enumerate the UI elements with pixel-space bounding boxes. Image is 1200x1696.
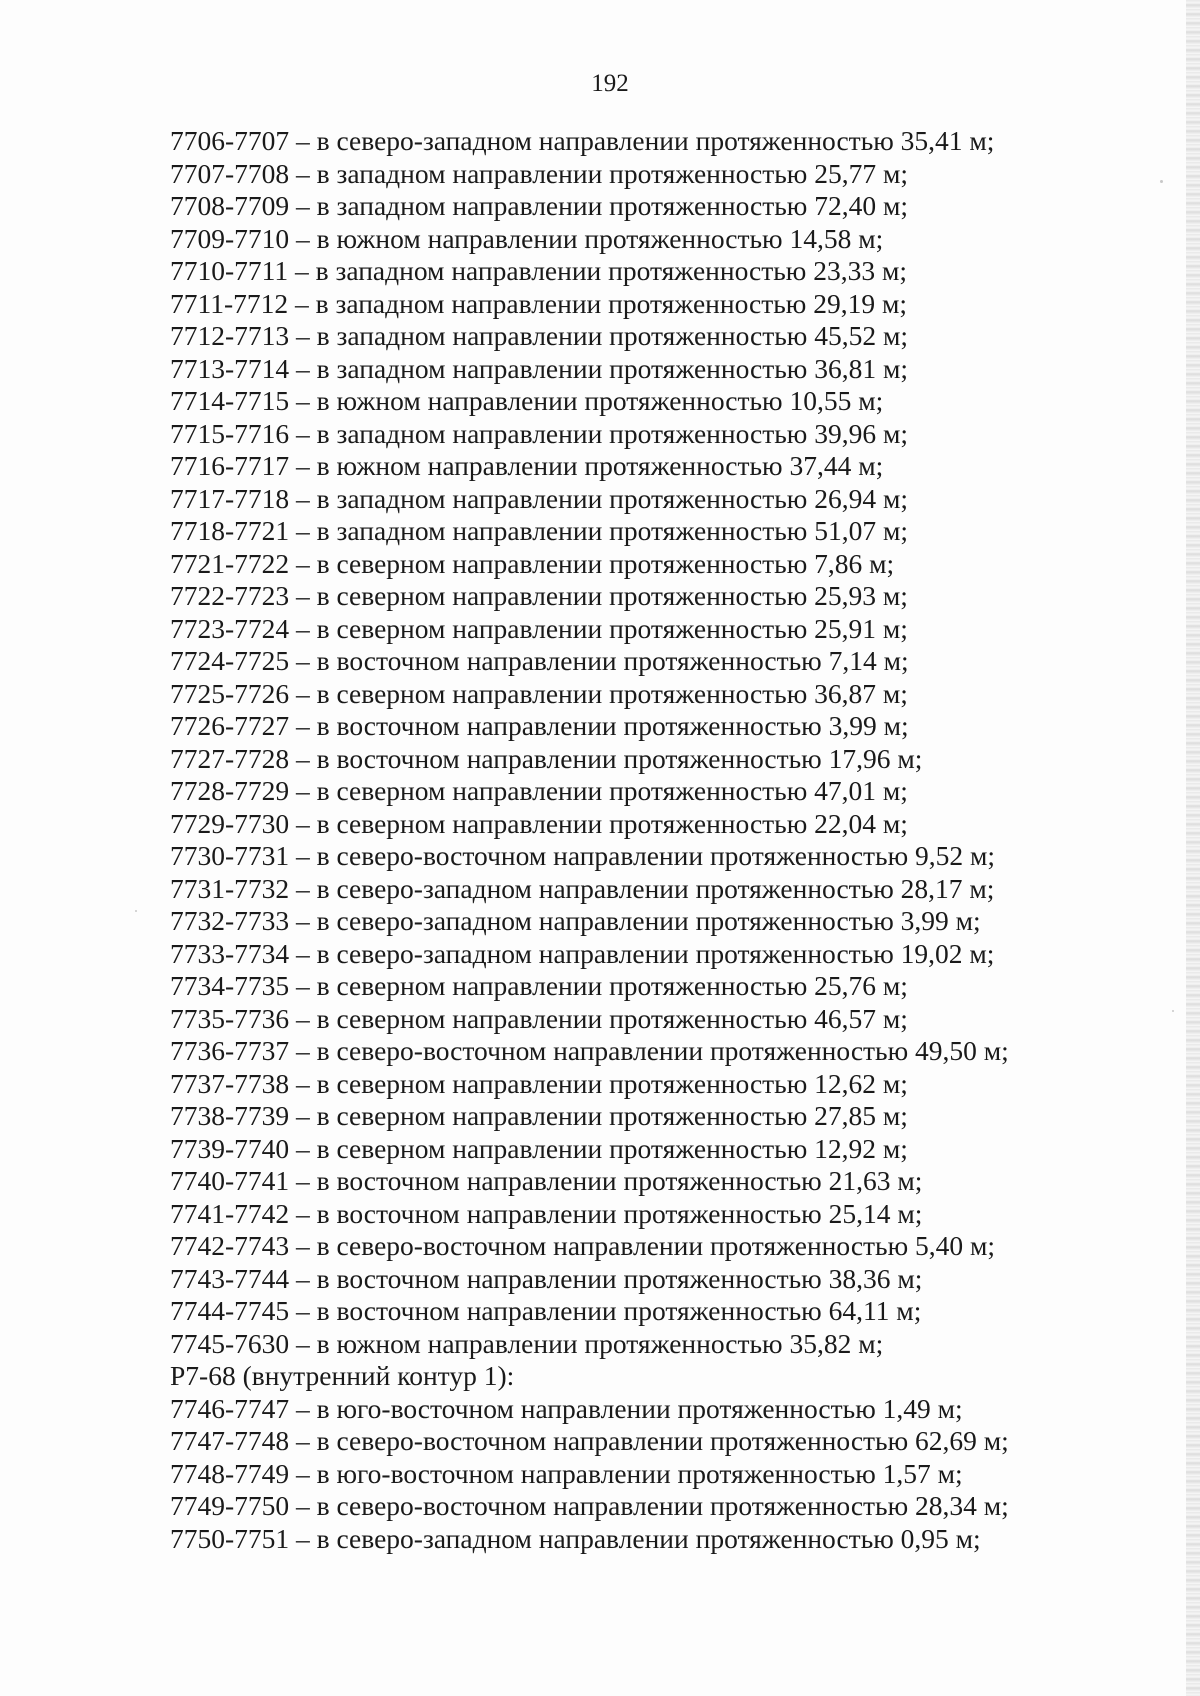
scan-speck: [135, 910, 137, 912]
text-line: 7743-7744 – в восточном направлении протяженностью 38,36 м;: [170, 1262, 923, 1294]
text-line: 7736-7737 – в северо-восточном направлении протяженностью 49,50 м;: [170, 1035, 1009, 1066]
text-line: 7706-7707 – в северо-западном направлении протяженностью 35,41 м;: [170, 125, 995, 156]
text-line: 7715-7716 – в западном направлении протяженностью 39,96 м;: [170, 417, 909, 449]
text-line: 7734-7735 – в северном направлении протяженностью 25,76 м;: [170, 970, 908, 1001]
scan-speck: [1172, 1010, 1174, 1012]
text-line: 7707-7708 – в западном направлении протяженностью 25,77 м;: [170, 157, 909, 189]
text-line: 7730-7731 – в северо-восточном направлении протяженностью 9,52 м;: [170, 840, 996, 871]
text-line: 7732-7733 – в северо-западном направлении протяженностью 3,99 м;: [170, 905, 981, 936]
text-line: Р7-68 (внутренний контур 1):: [170, 1360, 515, 1391]
text-line: 7712-7713 – в западном направлении протяженностью 45,52 м;: [170, 320, 909, 351]
text-line: 7724-7725 – в восточном направлении протяженностью 7,14 м;: [170, 645, 909, 676]
text-line: 7749-7750 – в северо-восточном направлении протяженностью 28,34 м;: [170, 1490, 1009, 1521]
text-line: 7750-7751 – в северо-западном направлении протяженностью 0,95 м;: [170, 1522, 981, 1554]
text-line: 7731-7732 – в северо-западном направлении протяженностью 28,17 м;: [170, 872, 995, 904]
text-line: 7711-7712 – в западном направлении протяженностью 29,19 м;: [170, 287, 907, 319]
text-line: 7741-7742 – в восточном направлении протяженностью 25,14 м;: [170, 1197, 923, 1229]
text-line: 7723-7724 – в северном направлении протяженностью 25,91 м;: [170, 612, 908, 644]
text-line: 7738-7739 – в северном направлении протяженностью 27,85 м;: [170, 1100, 908, 1131]
text-line: 7733-7734 – в северо-западном направлении протяженностью 19,02 м;: [170, 937, 995, 969]
text-line: 7727-7728 – в восточном направлении протяженностью 17,96 м;: [170, 742, 923, 774]
text-line: 7716-7717 – в южном направлении протяженностью 37,44 м;: [170, 450, 884, 481]
text-line: 7742-7743 – в северо-восточном направлении протяженностью 5,40 м;: [170, 1230, 996, 1261]
text-line: 7735-7736 – в северном направлении протяженностью 46,57 м;: [170, 1002, 908, 1034]
text-line: 7737-7738 – в северном направлении протяженностью 12,62 м;: [170, 1067, 908, 1099]
text-line: 7748-7749 – в юго-восточном направлении протяженностью 1,57 м;: [170, 1457, 963, 1489]
text-line: 7718-7721 – в западном направлении протяженностью 51,07 м;: [170, 515, 909, 546]
text-line: 7740-7741 – в восточном направлении протяженностью 21,63 м;: [170, 1165, 923, 1196]
text-line: 7710-7711 – в западном направлении протяженностью 23,33 м;: [170, 255, 907, 286]
text-line: 7713-7714 – в западном направлении протяженностью 36,81 м;: [170, 352, 909, 384]
text-line: 7746-7747 – в юго-восточном направлении протяженностью 1,49 м;: [170, 1392, 963, 1424]
text-line: 7745-7630 – в южном направлении протяженностью 35,82 м;: [170, 1327, 884, 1359]
text-line: 7725-7726 – в северном направлении протяженностью 36,87 м;: [170, 677, 908, 709]
text-line: 7722-7723 – в северном направлении протяженностью 25,93 м;: [170, 580, 908, 611]
text-line: 7726-7727 – в восточном направлении протяженностью 3,99 м;: [170, 710, 909, 741]
document-body: [170, 125, 1070, 1555]
text-line: 7714-7715 – в южном направлении протяженностью 10,55 м;: [170, 385, 884, 416]
text-line: 7744-7745 – в восточном направлении протяженностью 64,11 м;: [170, 1295, 922, 1326]
scan-speck: [1160, 180, 1163, 183]
text-line: 7708-7709 – в западном направлении протяженностью 72,40 м;: [170, 190, 909, 221]
text-line: 7747-7748 – в северо-восточном направлении протяженностью 62,69 м;: [170, 1425, 1009, 1456]
text-line: 7728-7729 – в северном направлении протяженностью 47,01 м;: [170, 775, 908, 806]
text-line: 7729-7730 – в северном направлении протяженностью 22,04 м;: [170, 807, 908, 839]
page-number: 192: [591, 70, 629, 97]
text-line: 7739-7740 – в северном направлении протяженностью 12,92 м;: [170, 1132, 908, 1164]
scan-edge-artifact: [1186, 0, 1200, 1696]
text-line: 7709-7710 – в южном направлении протяженностью 14,58 м;: [170, 222, 884, 254]
text-line: 7717-7718 – в западном направлении протяженностью 26,94 м;: [170, 482, 909, 514]
text-line: 7721-7722 – в северном направлении протяженностью 7,86 м;: [170, 547, 895, 579]
